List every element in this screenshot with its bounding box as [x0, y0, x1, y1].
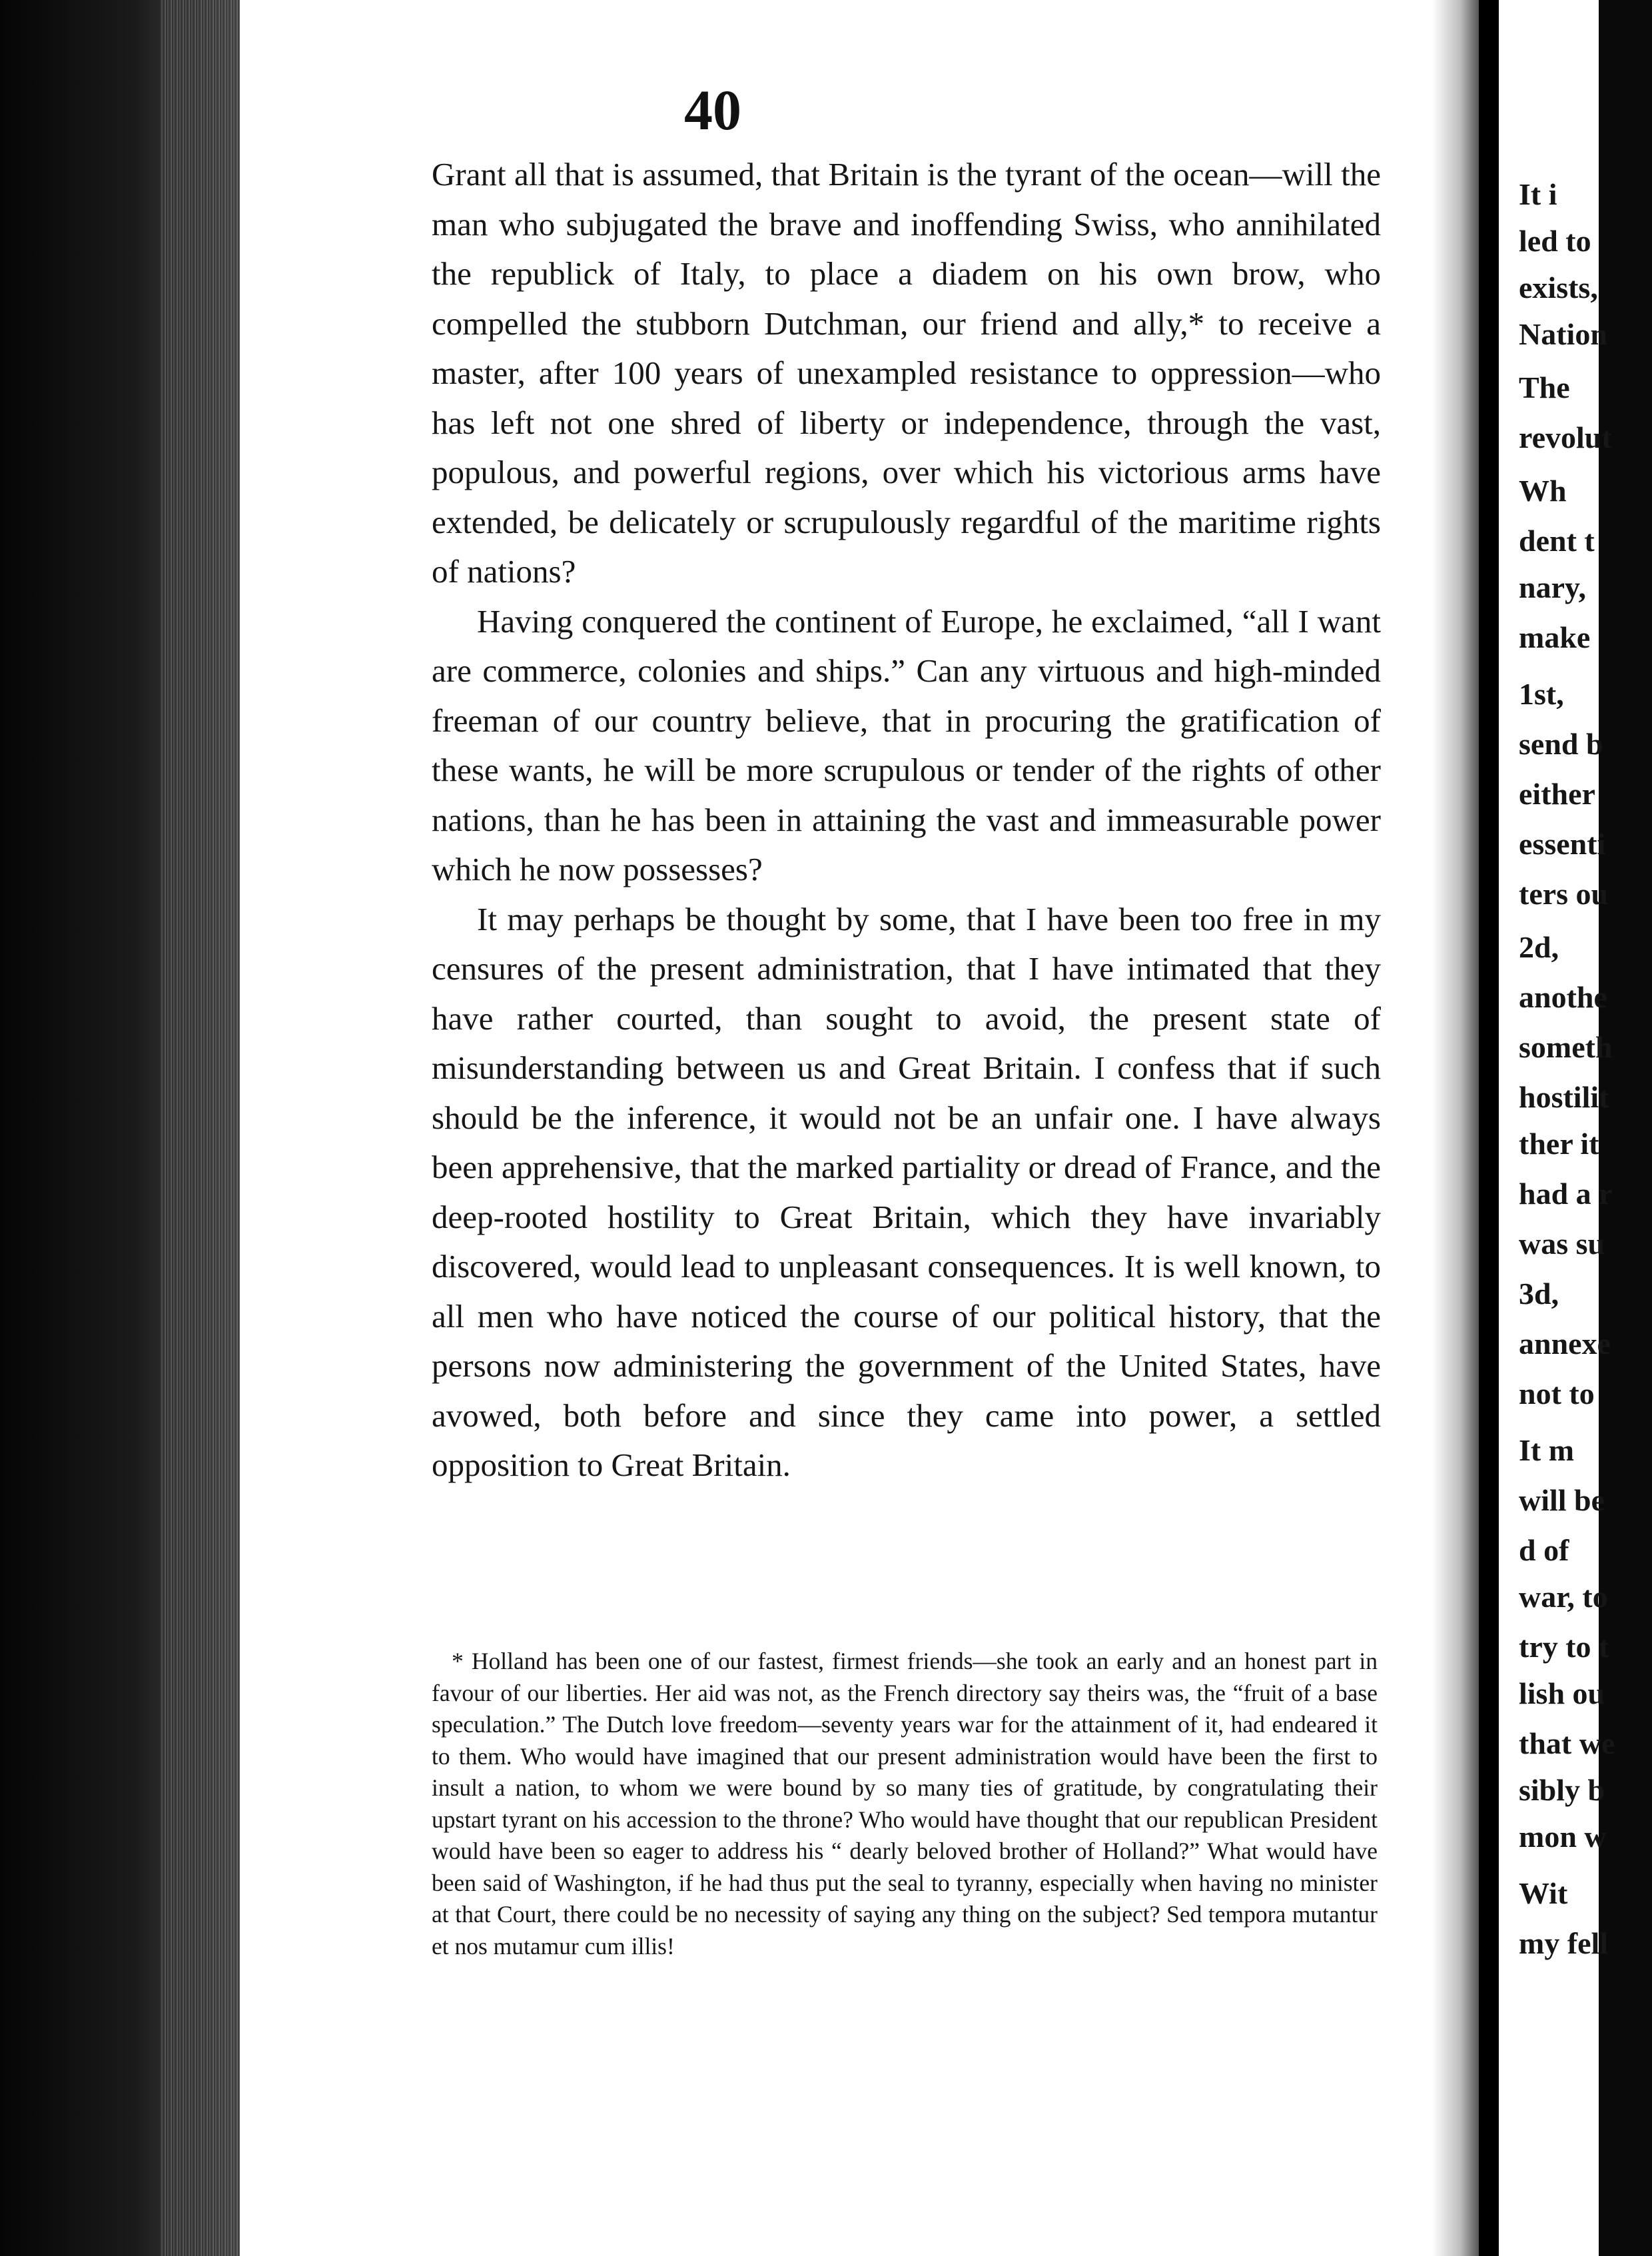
- right-page-line-fragment: It m: [1519, 1433, 1575, 1467]
- right-page-line-fragment: anothe: [1519, 980, 1607, 1014]
- page-number: 40: [684, 78, 741, 142]
- right-page-line-fragment: had a r: [1519, 1177, 1613, 1211]
- right-page-line-fragment: send b: [1519, 727, 1603, 761]
- footnote-text: * Holland has been one of our fastest, firmest friends—she took an early and an honest part in favour of our liberties. Her aid was not, as the French directory say theirs was, the “fruit of a base speculation.” The Dutch love freedom—seventy years war for the attainment of it, had endeared it to them. Who would have imagined that our present administration would have been the first to insult a nation, to whom we were bound by so many ties of gratitude, by congratulating their upstart tyrant on his accession to the throne? Who would have thought that our republican President would have been so eager to address his “ dearly beloved brother of Holland?” What would have been said of Washington, if he had thus put the seal to tyranny, especially when having no minister at that Court, there could be no necessity of saying any thing on the subject? Sed tempora mutantur et nos mutamur cum illis!: [432, 1648, 1378, 1960]
- body-paragraph: It may perhaps be thought by some, that I have been too free in my censures of the present administration, that I have intimated that they have rather courted, than sought to avoid, the present state of misunderstanding between us and Great Britain. I confess that if such should be the inference, it would not be an unfair one. I have always been apprehensive, that the marked partiality or dread of France, and the deep-rooted hostility to Great Britain, which they have invariably discovered, would lead to unpleasant consequences. It is well known, to all men who have noticed the course of our political history, that the persons now administering the government of the United States, have avowed, both before and since they came into power, a settled opposition to Great Britain.: [432, 900, 1381, 1483]
- right-page-line-fragment: make: [1519, 620, 1591, 654]
- right-page-line-fragment: sibly b: [1519, 1773, 1605, 1807]
- right-page-line-fragment: lish ou: [1519, 1676, 1605, 1710]
- right-page-line-fragment: d of: [1519, 1533, 1569, 1567]
- right-page-line-fragment: The: [1519, 370, 1570, 404]
- right-page-line-fragment: that we: [1519, 1726, 1615, 1760]
- right-page-line-fragment: someth: [1519, 1030, 1613, 1064]
- page-divider: [1479, 0, 1499, 2256]
- right-page-line-fragment: dent t: [1519, 524, 1595, 558]
- right-page-line-fragment: not to: [1519, 1377, 1595, 1410]
- footnote: [432, 1646, 1378, 1962]
- body-paragraph: Grant all that is assumed, that Britain is the tyrant of the ocean—will the man who subjugated the brave and inoffending Swiss, who annihilated the republick of Italy, to place a diadem on his own brow, who compelled the stubborn Dutchman, our friend and ally,* to receive a master, after 100 years of unexampled resistance to oppression—who has left not one shred of liberty or independence, through the vast, populous, and powerful regions, over which his victorious arms have extended, be delicately or scrupulously regardful of the maritime rights of nations?: [432, 156, 1381, 590]
- right-page-line-fragment: annexe: [1519, 1327, 1611, 1361]
- gutter-shadow: [1432, 0, 1479, 2256]
- right-page-line-fragment: ters ou: [1519, 877, 1609, 911]
- right-page-line-fragment: war, to: [1519, 1580, 1608, 1614]
- right-page-line-fragment: either: [1519, 777, 1595, 811]
- right-page-line-fragment: Wh: [1519, 474, 1567, 508]
- right-page-line-fragment: my fell: [1519, 1926, 1609, 1960]
- right-page-line-fragment: try to t: [1519, 1630, 1609, 1664]
- right-page-line-fragment: It i: [1519, 177, 1557, 211]
- right-page-line-fragment: 3d,: [1519, 1277, 1559, 1311]
- body-paragraph: Having conquered the continent of Europe, he exclaimed, “all I want are commerce, colonies and ships.” Can any virtuous and high-minded freeman of our country believe, that in procuring the gratification of these wants, he will be more scrupulous or tender of the rights of other nations, than he has been in attaining the vast and immeasurable power which he now possesses?: [432, 602, 1381, 887]
- right-page-line-fragment: essenti: [1519, 827, 1606, 861]
- right-page-line-fragment: exists,: [1519, 271, 1598, 304]
- body-text: [432, 150, 1381, 1490]
- right-page-line-fragment: revolut: [1519, 420, 1612, 454]
- right-page-line-fragment: 2d,: [1519, 930, 1559, 964]
- page-edges: [160, 0, 243, 2256]
- right-page-line-fragment: nary,: [1519, 570, 1586, 604]
- right-page-line-fragment: 1st,: [1519, 677, 1564, 711]
- right-page-line-fragment: was su: [1519, 1227, 1605, 1261]
- right-page-line-fragment: Wit: [1519, 1876, 1568, 1910]
- right-page-line-fragment: hostilit: [1519, 1080, 1609, 1114]
- right-page-line-fragment: led to: [1519, 224, 1591, 258]
- right-page: [1499, 0, 1615, 2256]
- right-page-line-fragment: will be: [1519, 1483, 1605, 1517]
- right-page-line-fragment: mon w: [1519, 1820, 1607, 1854]
- right-page-line-fragment: Nation: [1519, 317, 1607, 351]
- right-page-line-fragment: ther it: [1519, 1127, 1599, 1161]
